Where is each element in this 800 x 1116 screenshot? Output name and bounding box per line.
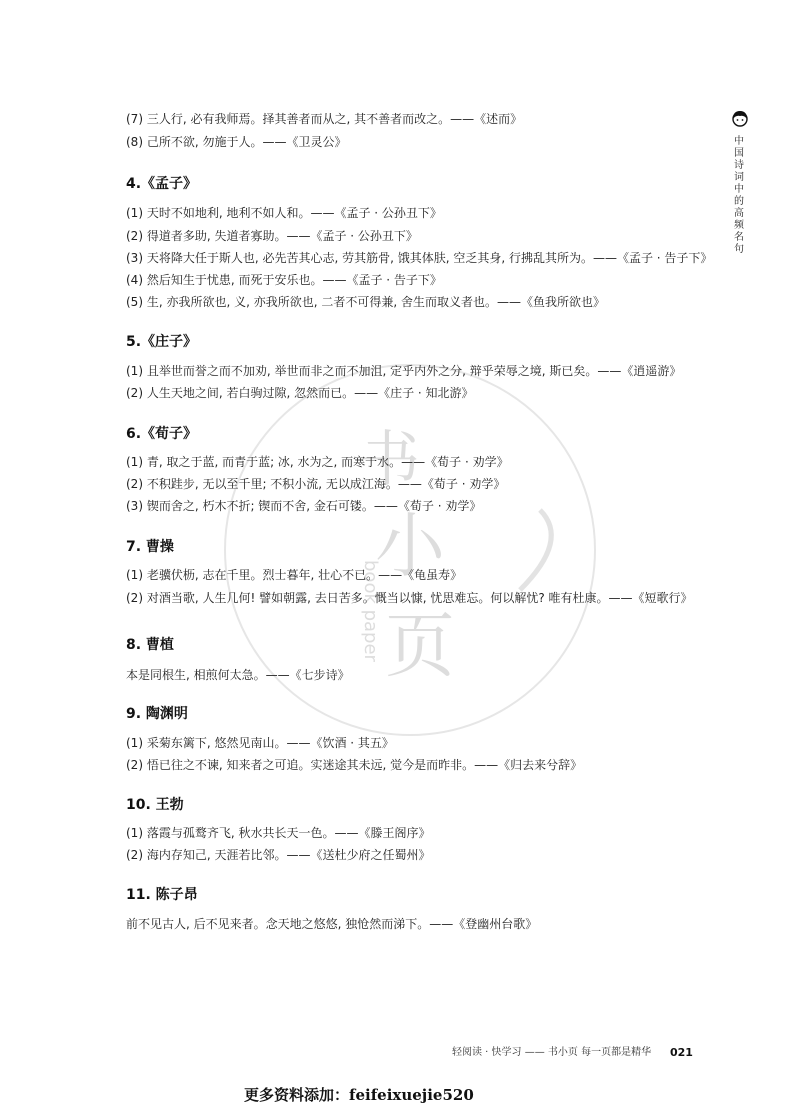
side-tab-label: 中国诗词中的高频名句 bbox=[734, 136, 744, 255]
quote-line: 本是同根生, 相煎何太急。——《七步诗》 bbox=[126, 668, 350, 682]
section-heading: 10. 王勃 bbox=[126, 797, 184, 813]
watermark-glyph-3: 页 bbox=[385, 605, 455, 687]
section-heading: 8. 曹植 bbox=[126, 637, 174, 653]
watermark-latin: book paper bbox=[360, 560, 381, 662]
watermark-stroke bbox=[520, 510, 551, 590]
section-heading: 5.《庄子》 bbox=[126, 334, 198, 350]
quote-line: 前不见古人, 后不见来者。念天地之悠悠, 独怆然而涕下。——《登幽州台歌》 bbox=[126, 917, 538, 931]
quote-line: (2) 不积跬步, 无以至千里; 不积小流, 无以成江海。——《荀子 · 劝学》 bbox=[126, 477, 506, 491]
quote-line: (1) 青, 取之于蓝, 而青于蓝; 冰, 水为之, 而寒于水。——《荀子 · 劝学》 bbox=[126, 455, 509, 469]
page-number: 021 bbox=[670, 1046, 693, 1059]
quote-line: (1) 采菊东篱下, 悠然见南山。——《饮酒 · 其五》 bbox=[126, 736, 394, 750]
girl-avatar-icon bbox=[730, 108, 750, 128]
quote-line: (1) 且举世而誉之而不加劝, 举世而非之而不加沮, 定乎内外之分, 辩乎荣辱之境, 斯已矣。——《逍遥游》 bbox=[126, 364, 682, 378]
quote-line: (1) 天时不如地利, 地利不如人和。——《孟子 · 公孙丑下》 bbox=[126, 206, 442, 220]
quote-line: (1) 老骥伏枥, 志在千里。烈士暮年, 壮心不已。——《龟虽寿》 bbox=[126, 568, 463, 582]
promo-text: 更多资料添加：feifeixuejie520 bbox=[244, 1086, 474, 1104]
quote-line: (4) 然后知生于忧患, 而死于安乐也。——《孟子 · 告子下》 bbox=[126, 273, 442, 287]
quote-line: (5) 生, 亦我所欲也, 义, 亦我所欲也, 二者不可得兼, 舍生而取义者也。——《鱼我所欲也》 bbox=[126, 295, 605, 309]
quote-line: (2) 人生天地之间, 若白驹过隙, 忽然而已。——《庄子 · 知北游》 bbox=[126, 386, 474, 400]
quote-line: (3) 锲而舍之, 朽木不折; 锲而不舍, 金石可镂。——《荀子 · 劝学》 bbox=[126, 499, 482, 513]
quote-line: (3) 天将降大任于斯人也, 必先苦其心志, 劳其筋骨, 饿其体肤, 空乏其身, 行拂乱其所为。——《孟子 · 告子下》 bbox=[126, 251, 713, 265]
quote-line: (2) 悟已往之不谏, 知来者之可追。实迷途其未远, 觉今是而昨非。——《归去来兮辞》 bbox=[126, 758, 583, 772]
section-heading: 7. 曹操 bbox=[126, 539, 174, 555]
quote-line: (2) 对酒当歌, 人生几何! 譬如朝露, 去日苦多。慨当以慷, 忧思难忘。何以解忧? 唯有杜康。——《短歌行》 bbox=[126, 591, 693, 605]
watermark-glyph-2: 小 bbox=[375, 505, 445, 587]
watermark-logo bbox=[220, 360, 600, 740]
section-heading: 9. 陶渊明 bbox=[126, 706, 188, 722]
section-heading: 4.《孟子》 bbox=[126, 176, 198, 192]
quote-line: (7) 三人行, 必有我师焉。择其善者而从之, 其不善者而改之。——《述而》 bbox=[126, 112, 523, 126]
section-heading: 6.《荀子》 bbox=[126, 426, 198, 442]
quote-line: (2) 海内存知己, 天涯若比邻。——《送杜少府之任蜀州》 bbox=[126, 848, 431, 862]
section-heading: 11. 陈子昂 bbox=[126, 887, 198, 903]
watermark-glyph-1: 书 bbox=[360, 425, 420, 495]
quote-line: (2) 得道者多助, 失道者寡助。——《孟子 · 公孙丑下》 bbox=[126, 229, 418, 243]
footer-slogan: 轻阅读 · 快学习 —— 书小页 每一页都是精华 bbox=[452, 1047, 652, 1058]
quote-line: (8) 己所不欲, 勿施于人。——《卫灵公》 bbox=[126, 135, 347, 149]
quote-line: (1) 落霞与孤鹜齐飞, 秋水共长天一色。——《滕王阁序》 bbox=[126, 826, 431, 840]
